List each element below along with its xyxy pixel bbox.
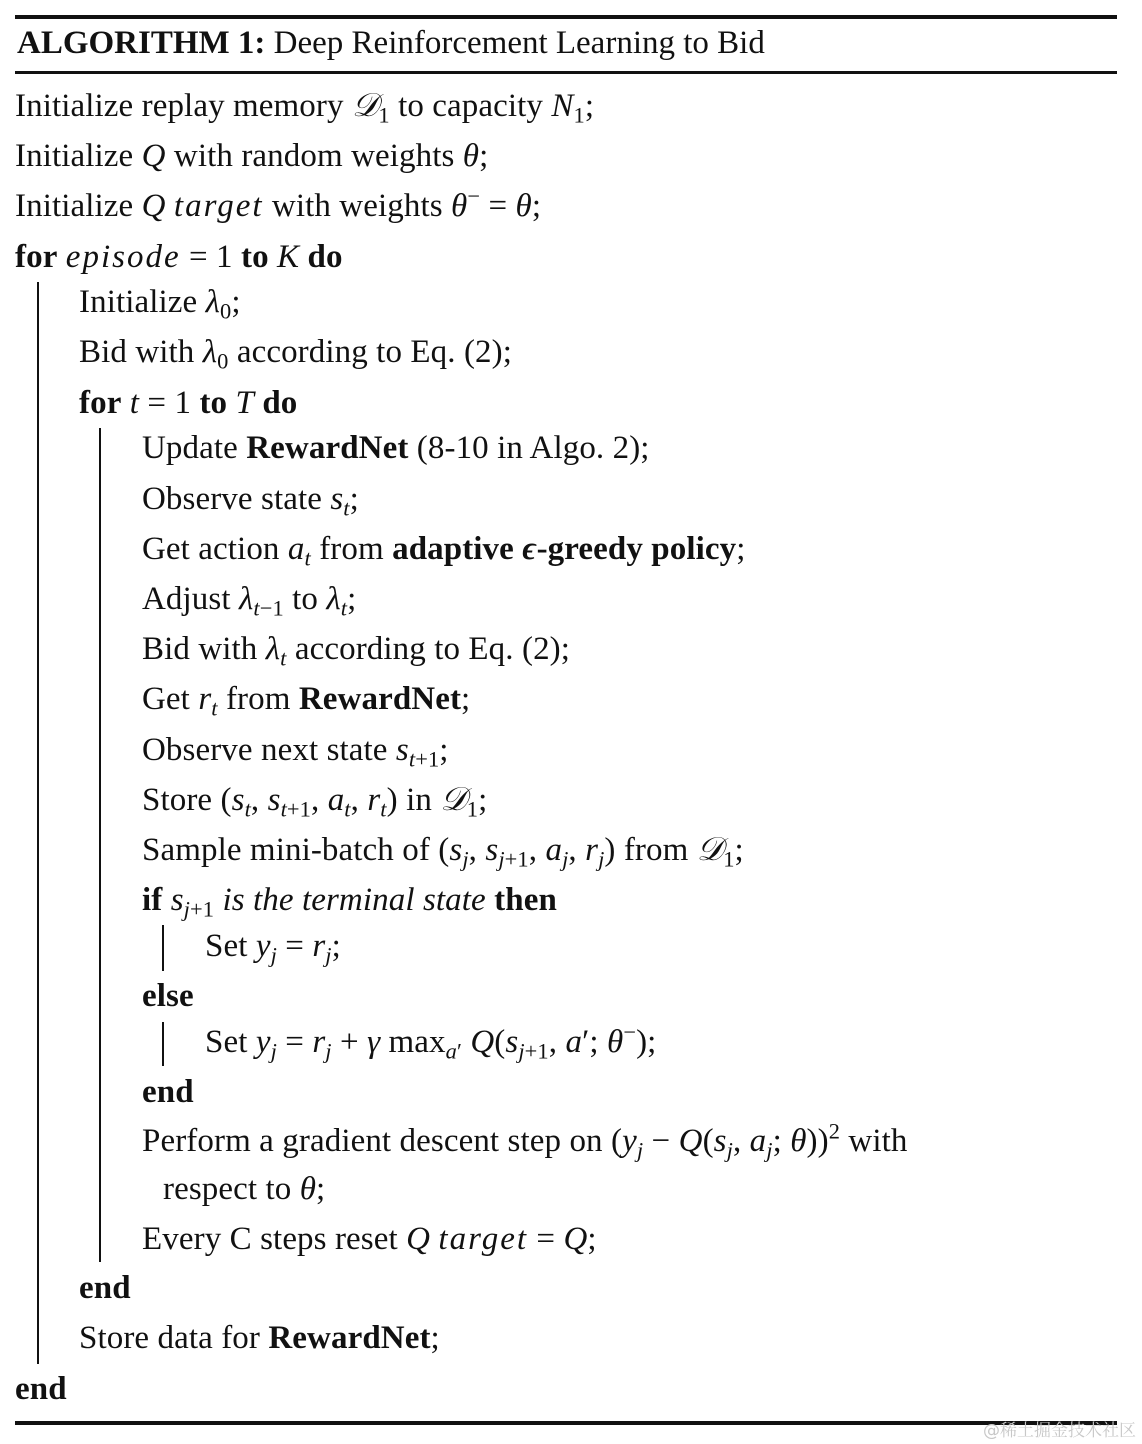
- algo-line-4: for episode = 1 to K do: [15, 239, 343, 275]
- algo-line-5: Initialize $\lambda_0$;: [79, 284, 241, 324]
- algorithm-name: Deep Reinforcement Learning to Bid: [273, 25, 765, 61]
- algo-line-8: Update RewardNet (8-10 in Algo. 2);: [142, 430, 650, 466]
- algo-line-24: end: [79, 1270, 131, 1306]
- algo-line-21: end: [142, 1074, 194, 1110]
- else-branch-bar: [162, 1022, 164, 1066]
- algo-line-16: Sample mini-batch of ($s_j$, $s_{j+1}$, $a_j$, $r_j$) from 𝒟$_1$;: [142, 832, 744, 872]
- algo-line-10: Get action $a_t$ from adaptive ϵ-greedy policy;: [142, 531, 746, 571]
- algo-line-1: Initialize replay memory 𝒟$_1$ to capacity $N_1$;: [15, 88, 595, 128]
- algo-line-14: Observe next state $s_{t+1}$;: [142, 732, 449, 772]
- bottom-rule: [15, 1421, 1117, 1425]
- title-rule: [15, 71, 1117, 74]
- algo-line-22: Perform a gradient descent step on ($y_j - Q(s_j$, $a_j$; θ))$^2$ with: [142, 1118, 908, 1163]
- then-branch-bar: [162, 925, 164, 971]
- algo-line-26: end: [15, 1371, 67, 1407]
- algo-line-23: Every C steps reset Q target = Q;: [142, 1221, 597, 1257]
- algo-line-25: Store data for RewardNet;: [79, 1320, 440, 1356]
- top-rule: [15, 15, 1117, 19]
- algorithm-label: ALGORITHM 1:: [17, 25, 266, 61]
- episode-loop-bar: [37, 282, 39, 1364]
- algo-line-9: Observe state $s_t$;: [142, 481, 359, 521]
- algo-line-3: Initialize Q target with weights θ− = θ;: [15, 183, 542, 224]
- algo-line-17: if $s_{j+1}$ is the terminal state then: [142, 882, 557, 922]
- algo-line-20: Set $y_j = r_j + \gamma$ $\max_{a'} Q(s_{j+1}$, a′; θ−);: [205, 1019, 657, 1064]
- algo-line-15: Store ($s_t$, $s_{t+1}$, $a_t$, $r_t$) in 𝒟$_1$;: [142, 782, 488, 822]
- algo-line-7: for t = 1 to T do: [79, 385, 298, 421]
- algo-line-12: Bid with $\lambda_t$ according to Eq. (2);: [142, 631, 571, 671]
- algo-line-2: Initialize Q with random weights θ;: [15, 138, 489, 174]
- algo-line-6: Bid with $\lambda_0$ according to Eq. (2);: [79, 334, 513, 374]
- time-loop-bar: [99, 428, 101, 1262]
- watermark: @稀土掘金技术社区: [983, 1421, 1136, 1441]
- algo-line-18: Set $y_j = r_j$;: [205, 928, 341, 968]
- algo-line-19: else: [142, 978, 194, 1014]
- algo-line-22-cont: respect to θ;: [163, 1171, 326, 1207]
- algo-line-13: Get $r_t$ from RewardNet;: [142, 681, 471, 721]
- algo-line-11: Adjust $\lambda_{t-1}$ to $\lambda_t$;: [142, 581, 357, 621]
- algorithm-title: [17, 20, 765, 66]
